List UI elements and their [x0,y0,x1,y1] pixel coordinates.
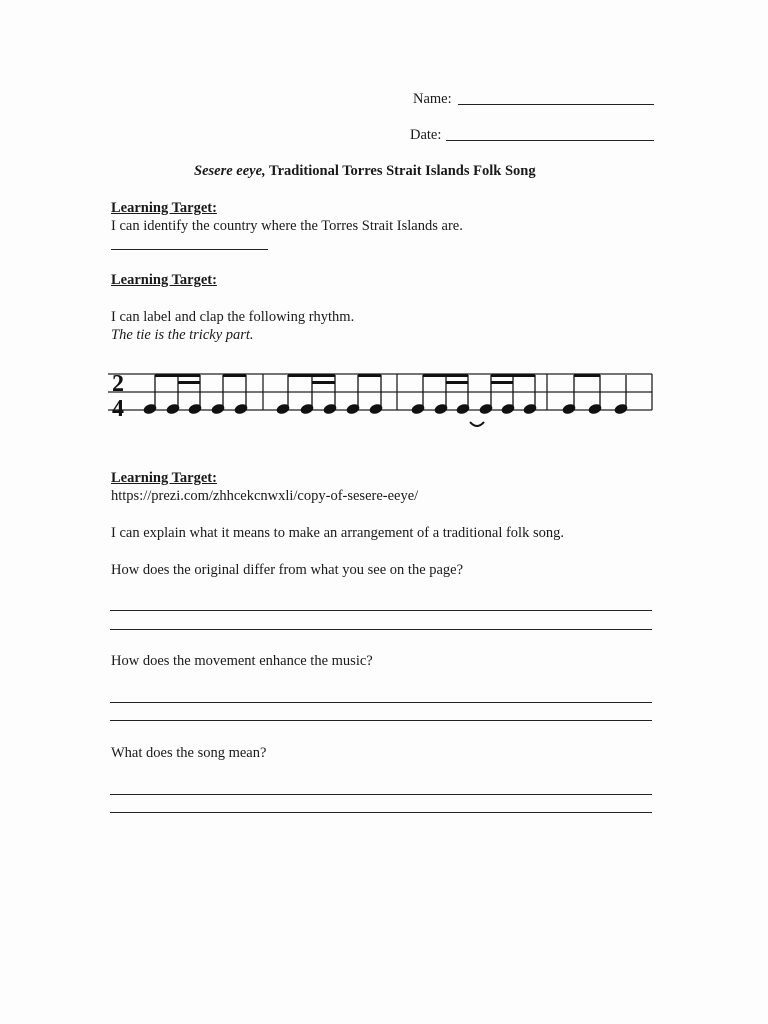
beam [312,381,335,384]
answer-line[interactable] [110,794,652,795]
measure-3 [411,374,537,426]
beam [446,381,468,384]
learning-target-text-1: I can identify the country where the Torres Strait Islands are. [111,218,463,234]
tie-note: The tie is the tricky part. [111,327,254,343]
answer-line[interactable] [110,720,652,721]
beam [178,381,200,384]
tie [470,422,484,426]
date-field-line[interactable] [446,140,654,141]
beam [358,374,381,377]
time-signature-bottom: 4 [112,396,124,422]
song-title: Sesere eeye, [194,163,266,179]
question-2: How does the movement enhance the music? [111,653,373,669]
learning-target-heading-2: Learning Target: [111,272,217,288]
answer-line-country[interactable] [111,249,268,250]
page-title [194,162,536,180]
answer-line[interactable] [110,702,652,703]
learning-target-heading-3: Learning Target: [111,470,217,486]
learning-target-text-3: I can explain what it means to make an arrangement of a traditional folk song. [111,525,564,541]
answer-line[interactable] [110,610,652,611]
title-rest: Traditional Torres Strait Islands Folk Song [265,163,536,179]
date-label: Date: [410,127,442,143]
time-signature-top: 2 [112,371,124,397]
answer-line[interactable] [110,812,652,813]
beam [223,374,246,377]
beam [491,374,535,377]
rhythm-staff [100,362,660,434]
name-field-line[interactable] [458,104,654,105]
question-1: How does the original differ from what you see on the page? [111,562,464,578]
answer-line[interactable] [110,629,652,630]
measure-2 [276,374,383,415]
beam [574,374,600,377]
name-label: Name: [413,91,452,107]
measure-4 [562,374,628,415]
beam [155,374,200,377]
learning-target-heading-1: Learning Target: [111,200,217,216]
prezi-link[interactable]: https://prezi.com/zhhcekcnwxli/copy-of-sesere-eeye/ [111,488,419,504]
beam [288,374,335,377]
learning-target-text-2: I can label and clap the following rhythm. [111,309,355,325]
beam [423,374,468,377]
beam [491,381,513,384]
question-3: What does the song mean? [111,745,267,761]
measure-1 [143,374,248,415]
